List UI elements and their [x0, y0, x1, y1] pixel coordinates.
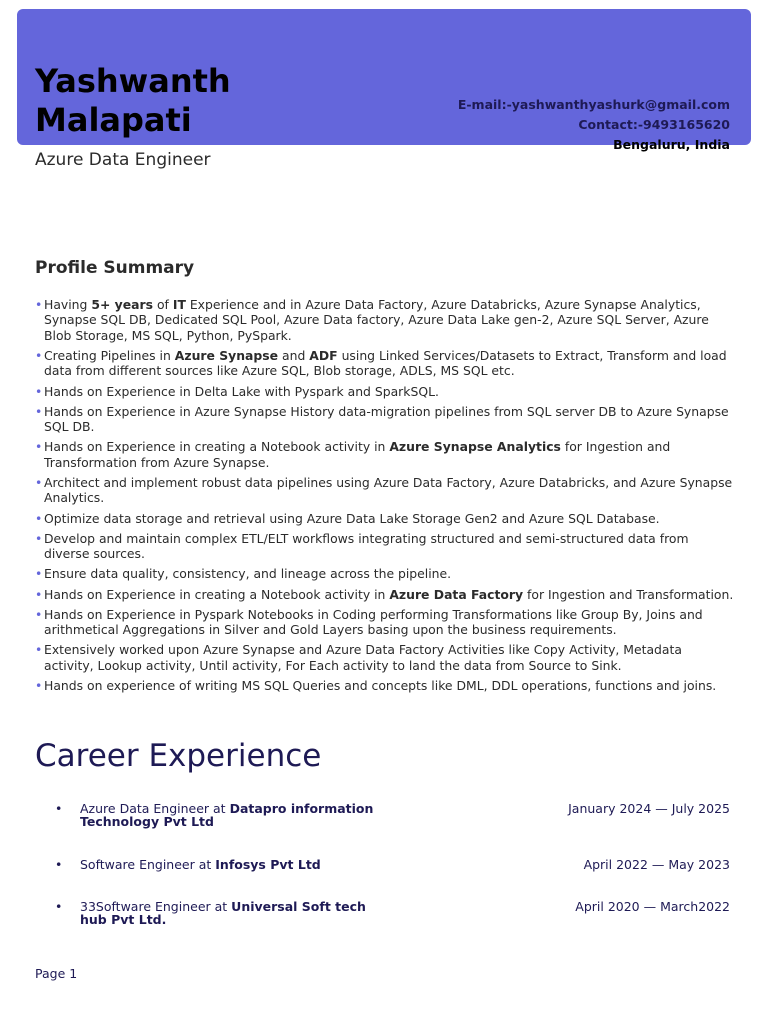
profile-summary-list [35, 297, 735, 698]
job-title [80, 858, 390, 871]
job-dates: April 2020 — March2022 [575, 899, 730, 914]
summary-item-text: and [278, 348, 310, 364]
job-title [80, 802, 390, 828]
summary-item [35, 678, 735, 693]
summary-item-text: Experience and in Azure Data Factory, Azure Databricks, Azure Synapse Analytics, Synapse SQL DB, Dedicated SQL Pool, Azure Data factory, Azure Data Lake gen-2, Azure SQL Server, Azure Blob Storage, MS SQL, Python, PySpark. [44, 297, 709, 343]
job-company: Infosys Pvt Ltd [215, 857, 321, 872]
summary-item-text: Creating Pipelines in [44, 348, 175, 364]
summary-item-text: for Ingestion and Transformation from Azure Synapse. [44, 439, 671, 470]
summary-item [35, 384, 735, 399]
summary-item-text: using Linked Services/Datasets to Extract, Transform and load data from different sources like Azure SQL, Blob storage, ADLS, MS SQL etc. [44, 348, 727, 379]
summary-item-text: Optimize data storage and retrieval using Azure Data Lake Storage Gen2 and Azure SQL Database. [44, 510, 660, 526]
summary-item-text: of [153, 297, 173, 312]
summary-item-text: Hands on Experience in creating a Notebook activity in [44, 586, 390, 602]
summary-item [35, 439, 735, 470]
job-role-prefix: Azure Data Engineer at [80, 801, 230, 816]
summary-item-bold-text: 5+ years [91, 297, 153, 312]
summary-item-text: Architect and implement robust data pipelines using Azure Data Factory, Azure Databricks, and Azure Synapse Analytics. [44, 475, 733, 506]
summary-item [35, 587, 735, 602]
job-title [80, 900, 390, 926]
summary-item-text: Having [44, 297, 92, 312]
job-role-prefix: 33Software Engineer at [80, 899, 232, 914]
summary-item-text: Extensively worked upon Azure Synapse and Azure Data Factory Activities like Copy Activity, Metadata activity, Lookup activity, Until activity, For Each activity to land the data from Source to Sink. [44, 642, 682, 673]
job-dates: April 2022 — May 2023 [583, 857, 730, 872]
summary-item [35, 607, 735, 638]
summary-item-bold-text: Azure Synapse [174, 348, 279, 364]
summary-item [35, 404, 735, 435]
summary-item-text: Ensure data quality, consistency, and lineage across the pipeline. [44, 566, 452, 582]
candidate-name [35, 62, 231, 140]
job-role-prefix: Software Engineer at [80, 857, 216, 872]
summary-item-text: Hands on experience of writing MS SQL Queries and concepts like DML, DDL operations, functions and joins. [44, 678, 717, 694]
summary-item [35, 511, 735, 526]
summary-item-text: Hands on Experience in Delta Lake with Pyspark and SparkSQL. [44, 383, 439, 399]
summary-item-text: for Ingestion and Transformation. [523, 586, 734, 602]
summary-item-bold-text: IT [172, 297, 186, 312]
summary-item [35, 297, 735, 343]
summary-item-text: Develop and maintain complex ETL/ELT workflows integrating structured and semi-structured data from diverse sources. [44, 530, 689, 562]
job-company: Universal Soft tech hub Pvt Ltd. [80, 899, 366, 927]
summary-item [35, 475, 735, 506]
job-company: Datapro information Technology Pvt Ltd [80, 801, 374, 829]
summary-item-bold-text: Azure Synapse Analytics [389, 439, 561, 455]
bullet-icon: • [55, 857, 63, 872]
career-experience-heading: Career Experience [35, 738, 322, 774]
summary-item [35, 566, 735, 581]
name-first: Yashwanth [35, 62, 231, 100]
page-number: Page 1 [35, 966, 78, 981]
email-text[interactable]: E-mail:-yashwanthyashurk@gmail.com [457, 97, 730, 112]
summary-item-text: Hands on Experience in Pyspark Notebooks in Coding performing Transformations like Group By, Joins and arithmetical Aggregations in Silver and Gold Layers basing upon the business requirements. [44, 606, 703, 638]
name-last: Malapati [35, 101, 192, 139]
bullet-icon: • [55, 899, 63, 914]
location-text: Bengaluru, India [613, 137, 730, 152]
summary-item [35, 642, 735, 673]
job-role: Azure Data Engineer [35, 150, 211, 170]
profile-summary-heading: Profile Summary [35, 258, 195, 278]
bullet-icon: • [55, 801, 63, 816]
phone-text: Contact:-9493165620 [578, 117, 730, 132]
summary-item [35, 531, 735, 562]
summary-item-bold-text: ADF [309, 348, 338, 364]
summary-item [35, 348, 735, 379]
job-dates: January 2024 — July 2025 [568, 801, 730, 816]
contact-block [458, 95, 730, 155]
summary-item-text: Hands on Experience in Azure Synapse History data-migration pipelines from SQL server DB to Azure Synapse SQL DB. [44, 403, 729, 435]
summary-item-text: Hands on Experience in creating a Notebook activity in [44, 439, 390, 455]
summary-item-bold-text: Azure Data Factory [389, 586, 524, 602]
